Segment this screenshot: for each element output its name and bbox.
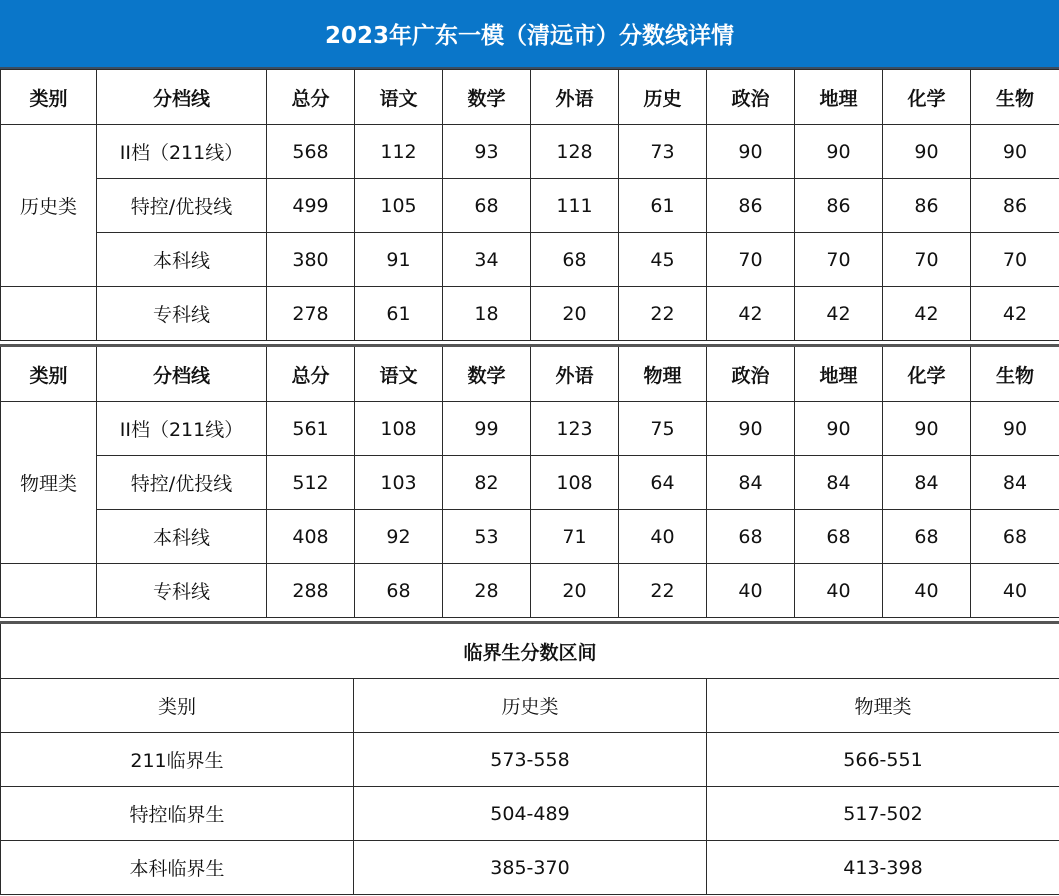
table-cell: 499: [267, 179, 355, 233]
table-cell: 90: [795, 125, 883, 179]
row-label: 本科线: [97, 510, 267, 564]
table-cell: 84: [707, 456, 795, 510]
table-cell: 本科临界生: [1, 841, 354, 895]
header-cell: 类别: [1, 346, 97, 402]
table-cell: 108: [531, 456, 619, 510]
header-cell: 外语: [531, 70, 619, 125]
table-cell: 517-502: [707, 787, 1059, 841]
table-header-row: [1, 346, 1059, 402]
table-cell: 20: [531, 287, 619, 341]
header-cell: 分档线: [97, 70, 267, 125]
table-cell: 40: [619, 510, 707, 564]
table-cell: 561: [267, 402, 355, 456]
table-cell: 413-398: [707, 841, 1059, 895]
table-row: [1, 841, 1059, 895]
table-cell: 68: [443, 179, 531, 233]
table-cell: 90: [971, 125, 1059, 179]
borderline-table: [0, 621, 1059, 895]
table-row: [1, 456, 1059, 510]
header-cell: 物理类: [707, 679, 1059, 733]
table-cell: 64: [619, 456, 707, 510]
header-cell: 类别: [1, 679, 354, 733]
table-cell: 40: [971, 564, 1059, 618]
table-cell: 86: [707, 179, 795, 233]
table-cell: 53: [443, 510, 531, 564]
header-cell: 化学: [883, 70, 971, 125]
row-label: 专科线: [97, 287, 267, 341]
header-cell: 分档线: [97, 346, 267, 402]
empty-category-cell: [1, 564, 97, 618]
header-cell: 生物: [971, 70, 1059, 125]
page-title: 2023年广东一模（清远市）分数线详情: [0, 0, 1059, 69]
header-cell: 数学: [443, 70, 531, 125]
header-cell: 语文: [355, 70, 443, 125]
header-cell: 类别: [1, 70, 97, 125]
header-cell: 数学: [443, 346, 531, 402]
table-header-row: [1, 679, 1059, 733]
header-cell: 政治: [707, 346, 795, 402]
table-cell: 566-551: [707, 733, 1059, 787]
header-cell: 政治: [707, 70, 795, 125]
table-cell: 278: [267, 287, 355, 341]
table-cell: 34: [443, 233, 531, 287]
table-row: [1, 564, 1059, 618]
table-row: [1, 510, 1059, 564]
row-label: 本科线: [97, 233, 267, 287]
table-row: [1, 179, 1059, 233]
table-cell: 82: [443, 456, 531, 510]
table-cell: 93: [443, 125, 531, 179]
table-title-row: [1, 623, 1059, 679]
table-cell: 75: [619, 402, 707, 456]
table-cell: 68: [795, 510, 883, 564]
table-cell: 22: [619, 287, 707, 341]
header-cell: 历史类: [354, 679, 707, 733]
table-cell: 20: [531, 564, 619, 618]
table-cell: 42: [883, 287, 971, 341]
table-cell: 105: [355, 179, 443, 233]
table-cell: 111: [531, 179, 619, 233]
table-row: [1, 402, 1059, 456]
table-cell: 504-489: [354, 787, 707, 841]
table-cell: 123: [531, 402, 619, 456]
header-cell: 地理: [795, 346, 883, 402]
table-cell: 103: [355, 456, 443, 510]
table-cell: 68: [355, 564, 443, 618]
table-cell: 92: [355, 510, 443, 564]
table-cell: 22: [619, 564, 707, 618]
table-cell: 68: [971, 510, 1059, 564]
header-cell: 语文: [355, 346, 443, 402]
table-cell: 61: [355, 287, 443, 341]
table-cell: 42: [795, 287, 883, 341]
category-cell: 历史类: [1, 125, 97, 287]
table-cell: 90: [883, 402, 971, 456]
table-cell: 71: [531, 510, 619, 564]
header-cell: 物理: [619, 346, 707, 402]
table-cell: 特控临界生: [1, 787, 354, 841]
table-cell: 112: [355, 125, 443, 179]
table-cell: 91: [355, 233, 443, 287]
header-cell: 地理: [795, 70, 883, 125]
table-header-row: [1, 70, 1059, 125]
table-cell: 40: [795, 564, 883, 618]
header-cell: 总分: [267, 70, 355, 125]
table-cell: 70: [883, 233, 971, 287]
table-cell: 86: [971, 179, 1059, 233]
borderline-title: 临界生分数区间: [1, 623, 1059, 679]
table-cell: 70: [971, 233, 1059, 287]
table-cell: 40: [883, 564, 971, 618]
row-label: II档（211线）: [97, 125, 267, 179]
table-cell: 84: [883, 456, 971, 510]
table-cell: 61: [619, 179, 707, 233]
table-cell: 45: [619, 233, 707, 287]
table-row: [1, 233, 1059, 287]
table-cell: 68: [883, 510, 971, 564]
table-row: [1, 787, 1059, 841]
row-label: 特控/优投线: [97, 179, 267, 233]
table-cell: 68: [707, 510, 795, 564]
table-cell: 18: [443, 287, 531, 341]
header-cell: 总分: [267, 346, 355, 402]
category-cell: 物理类: [1, 402, 97, 564]
table-cell: 40: [707, 564, 795, 618]
table-cell: 512: [267, 456, 355, 510]
table-cell: 90: [707, 402, 795, 456]
table-cell: 108: [355, 402, 443, 456]
history-score-table: [0, 69, 1059, 341]
table-cell: 42: [707, 287, 795, 341]
table-cell: 86: [795, 179, 883, 233]
row-label: II档（211线）: [97, 402, 267, 456]
header-cell: 生物: [971, 346, 1059, 402]
table-cell: 86: [883, 179, 971, 233]
table-cell: 90: [707, 125, 795, 179]
table-cell: 385-370: [354, 841, 707, 895]
table-cell: 573-558: [354, 733, 707, 787]
header-cell: 外语: [531, 346, 619, 402]
table-cell: 90: [883, 125, 971, 179]
header-cell: 历史: [619, 70, 707, 125]
table-row: [1, 733, 1059, 787]
table-cell: 568: [267, 125, 355, 179]
table-cell: 70: [707, 233, 795, 287]
table-cell: 84: [971, 456, 1059, 510]
table-cell: 70: [795, 233, 883, 287]
table-cell: 128: [531, 125, 619, 179]
physics-score-table: [0, 344, 1059, 618]
table-cell: 42: [971, 287, 1059, 341]
table-cell: 73: [619, 125, 707, 179]
row-label: 专科线: [97, 564, 267, 618]
table-cell: 90: [971, 402, 1059, 456]
table-cell: 408: [267, 510, 355, 564]
table-cell: 380: [267, 233, 355, 287]
table-cell: 288: [267, 564, 355, 618]
table-row: [1, 287, 1059, 341]
table-cell: 28: [443, 564, 531, 618]
table-cell: 68: [531, 233, 619, 287]
empty-category-cell: [1, 287, 97, 341]
header-cell: 化学: [883, 346, 971, 402]
table-cell: 84: [795, 456, 883, 510]
table-row: [1, 125, 1059, 179]
table-cell: 90: [795, 402, 883, 456]
table-cell: 99: [443, 402, 531, 456]
table-cell: 211临界生: [1, 733, 354, 787]
row-label: 特控/优投线: [97, 456, 267, 510]
